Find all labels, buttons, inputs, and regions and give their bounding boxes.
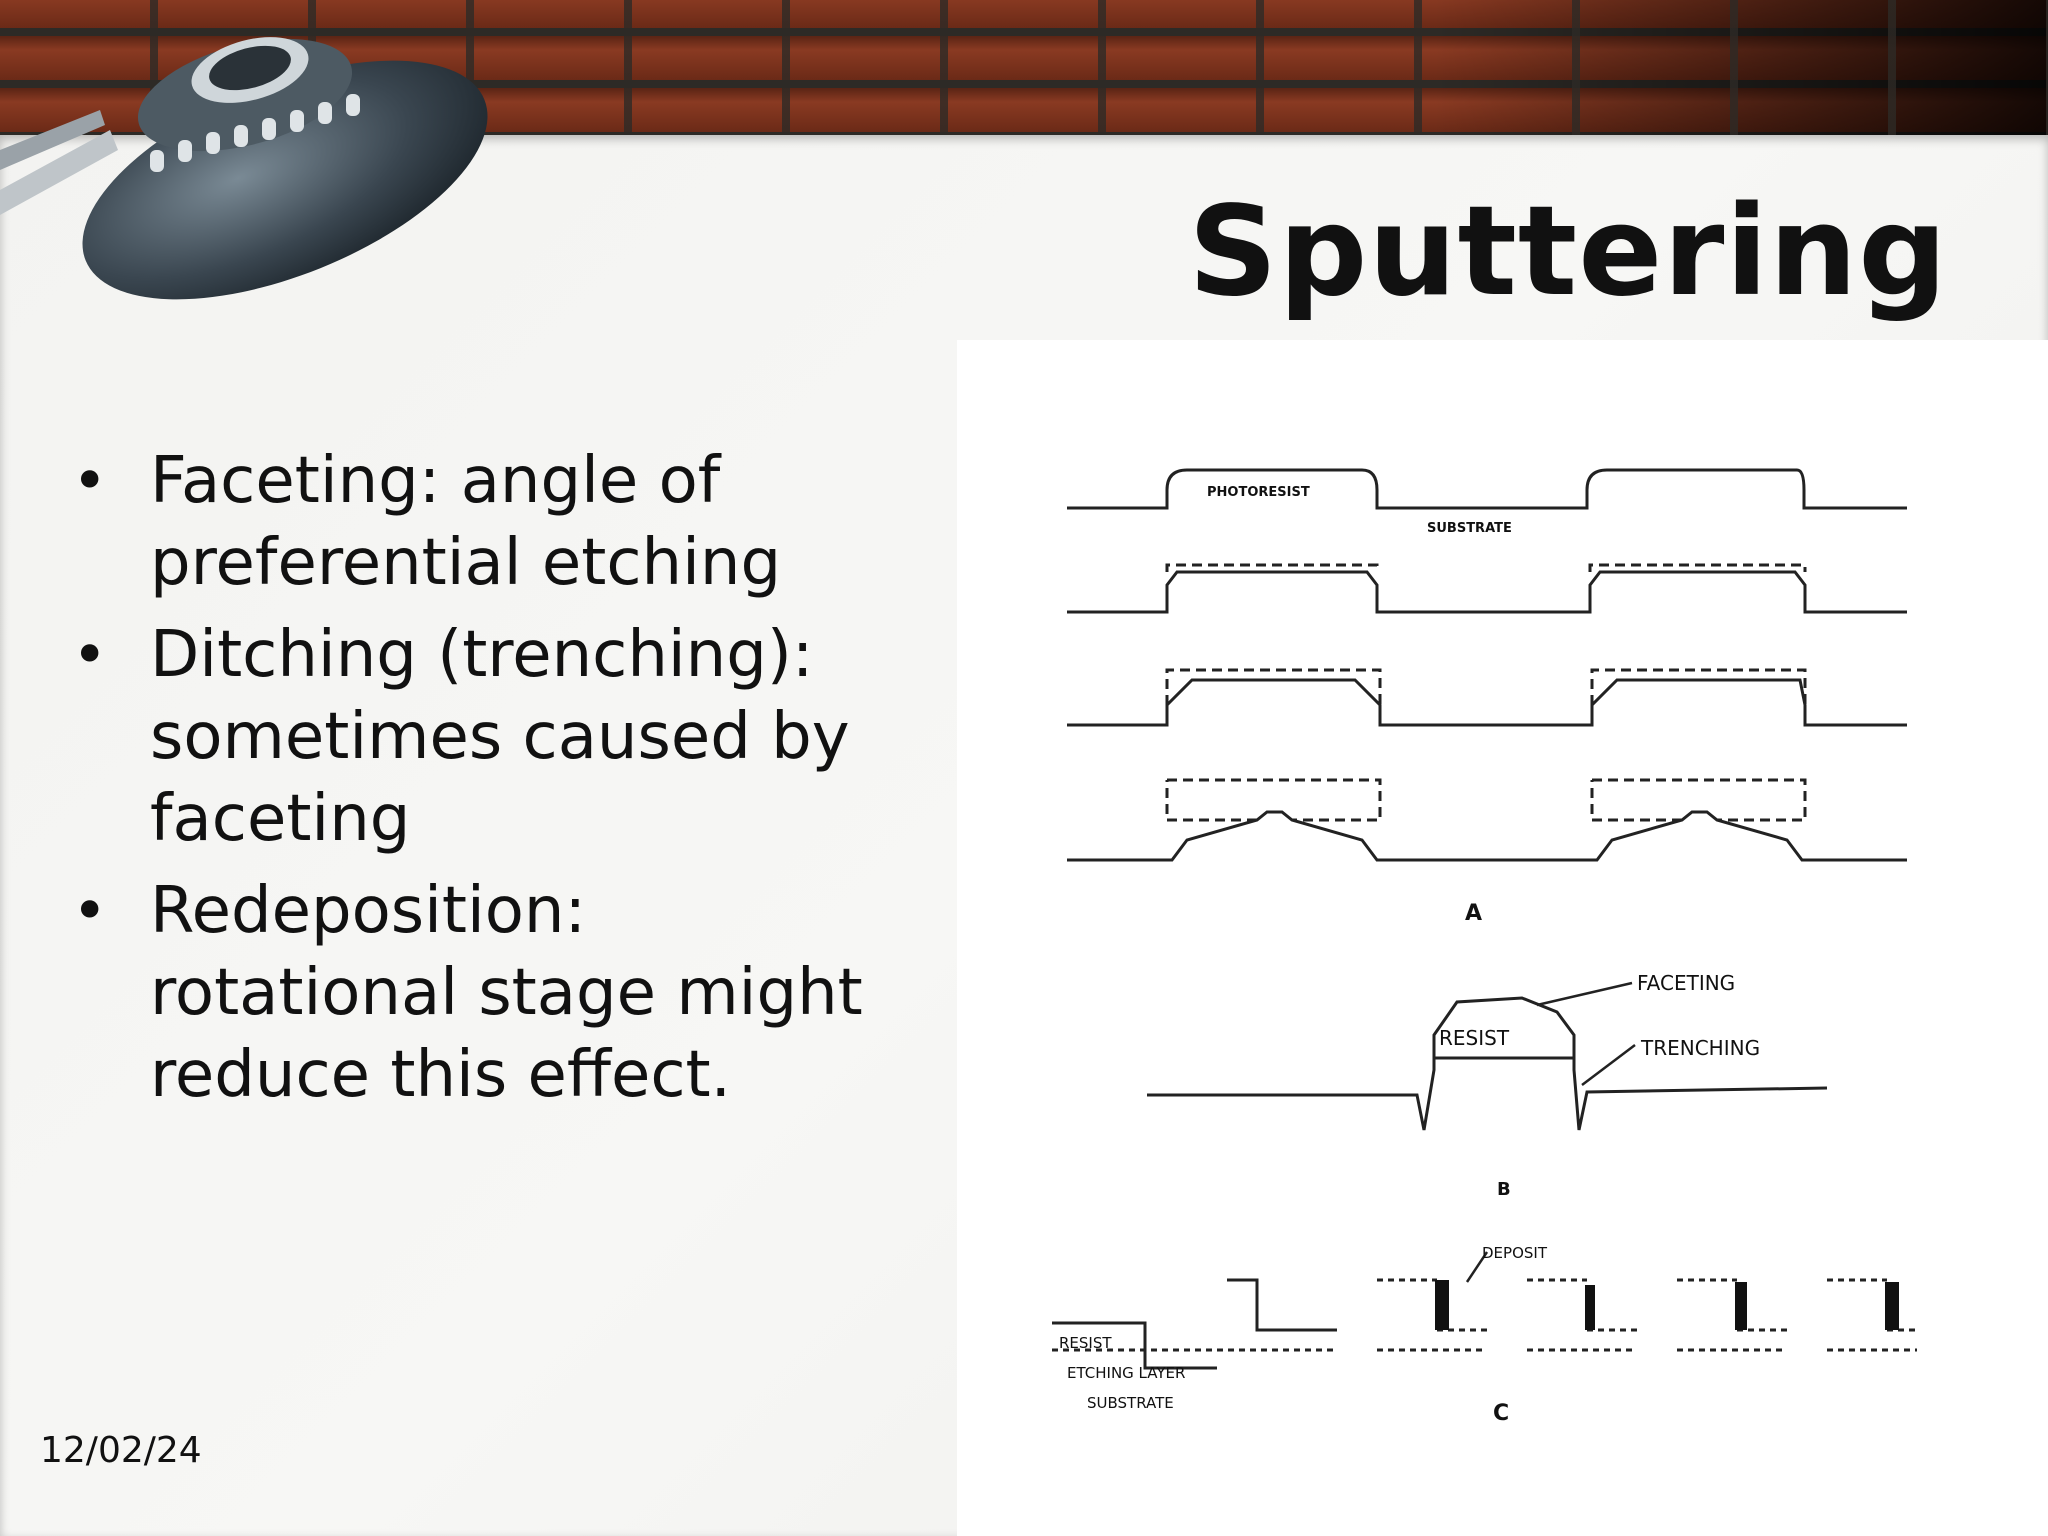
label-etching-layer: ETCHING LAYER: [1067, 1364, 1186, 1382]
bullet-item: [70, 440, 870, 604]
label-panel-a: A: [1465, 901, 1483, 926]
bullet-dot-icon: •: [72, 446, 108, 516]
label-panel-b: B: [1497, 1179, 1511, 1200]
bullet-item: [70, 870, 870, 1116]
bullet-item: [70, 614, 870, 860]
bullet-list: [70, 440, 870, 1126]
bullet-text: Redeposition: rotational stage might reduce this effect.: [150, 874, 863, 1112]
label-deposit: DEPOSIT: [1482, 1244, 1547, 1262]
etching-diagram-svg: [957, 340, 2048, 1536]
label-photoresist: PHOTORESIST: [1207, 485, 1310, 500]
desk-lamp-image: [0, 0, 520, 330]
bullet-dot-icon: •: [72, 620, 108, 690]
slide-title: Sputtering: [1188, 180, 1948, 324]
bullet-text: Faceting: angle of preferential etching: [150, 444, 782, 600]
label-substrate-c: SUBSTRATE: [1087, 1394, 1174, 1412]
bullet-dot-icon: •: [72, 876, 108, 946]
label-trenching: TRENCHING: [1641, 1036, 1761, 1060]
label-resist-c: RESIST: [1059, 1334, 1112, 1352]
bullet-text: Ditching (trenching): sometimes caused by faceting: [150, 618, 850, 856]
label-resist-b: RESIST: [1439, 1026, 1510, 1050]
slide-date: 12/02/24: [40, 1430, 202, 1471]
etching-diagram: [957, 340, 2048, 1536]
label-faceting: FACETING: [1637, 971, 1736, 995]
label-panel-c: C: [1493, 1401, 1510, 1426]
label-substrate: SUBSTRATE: [1427, 521, 1512, 536]
